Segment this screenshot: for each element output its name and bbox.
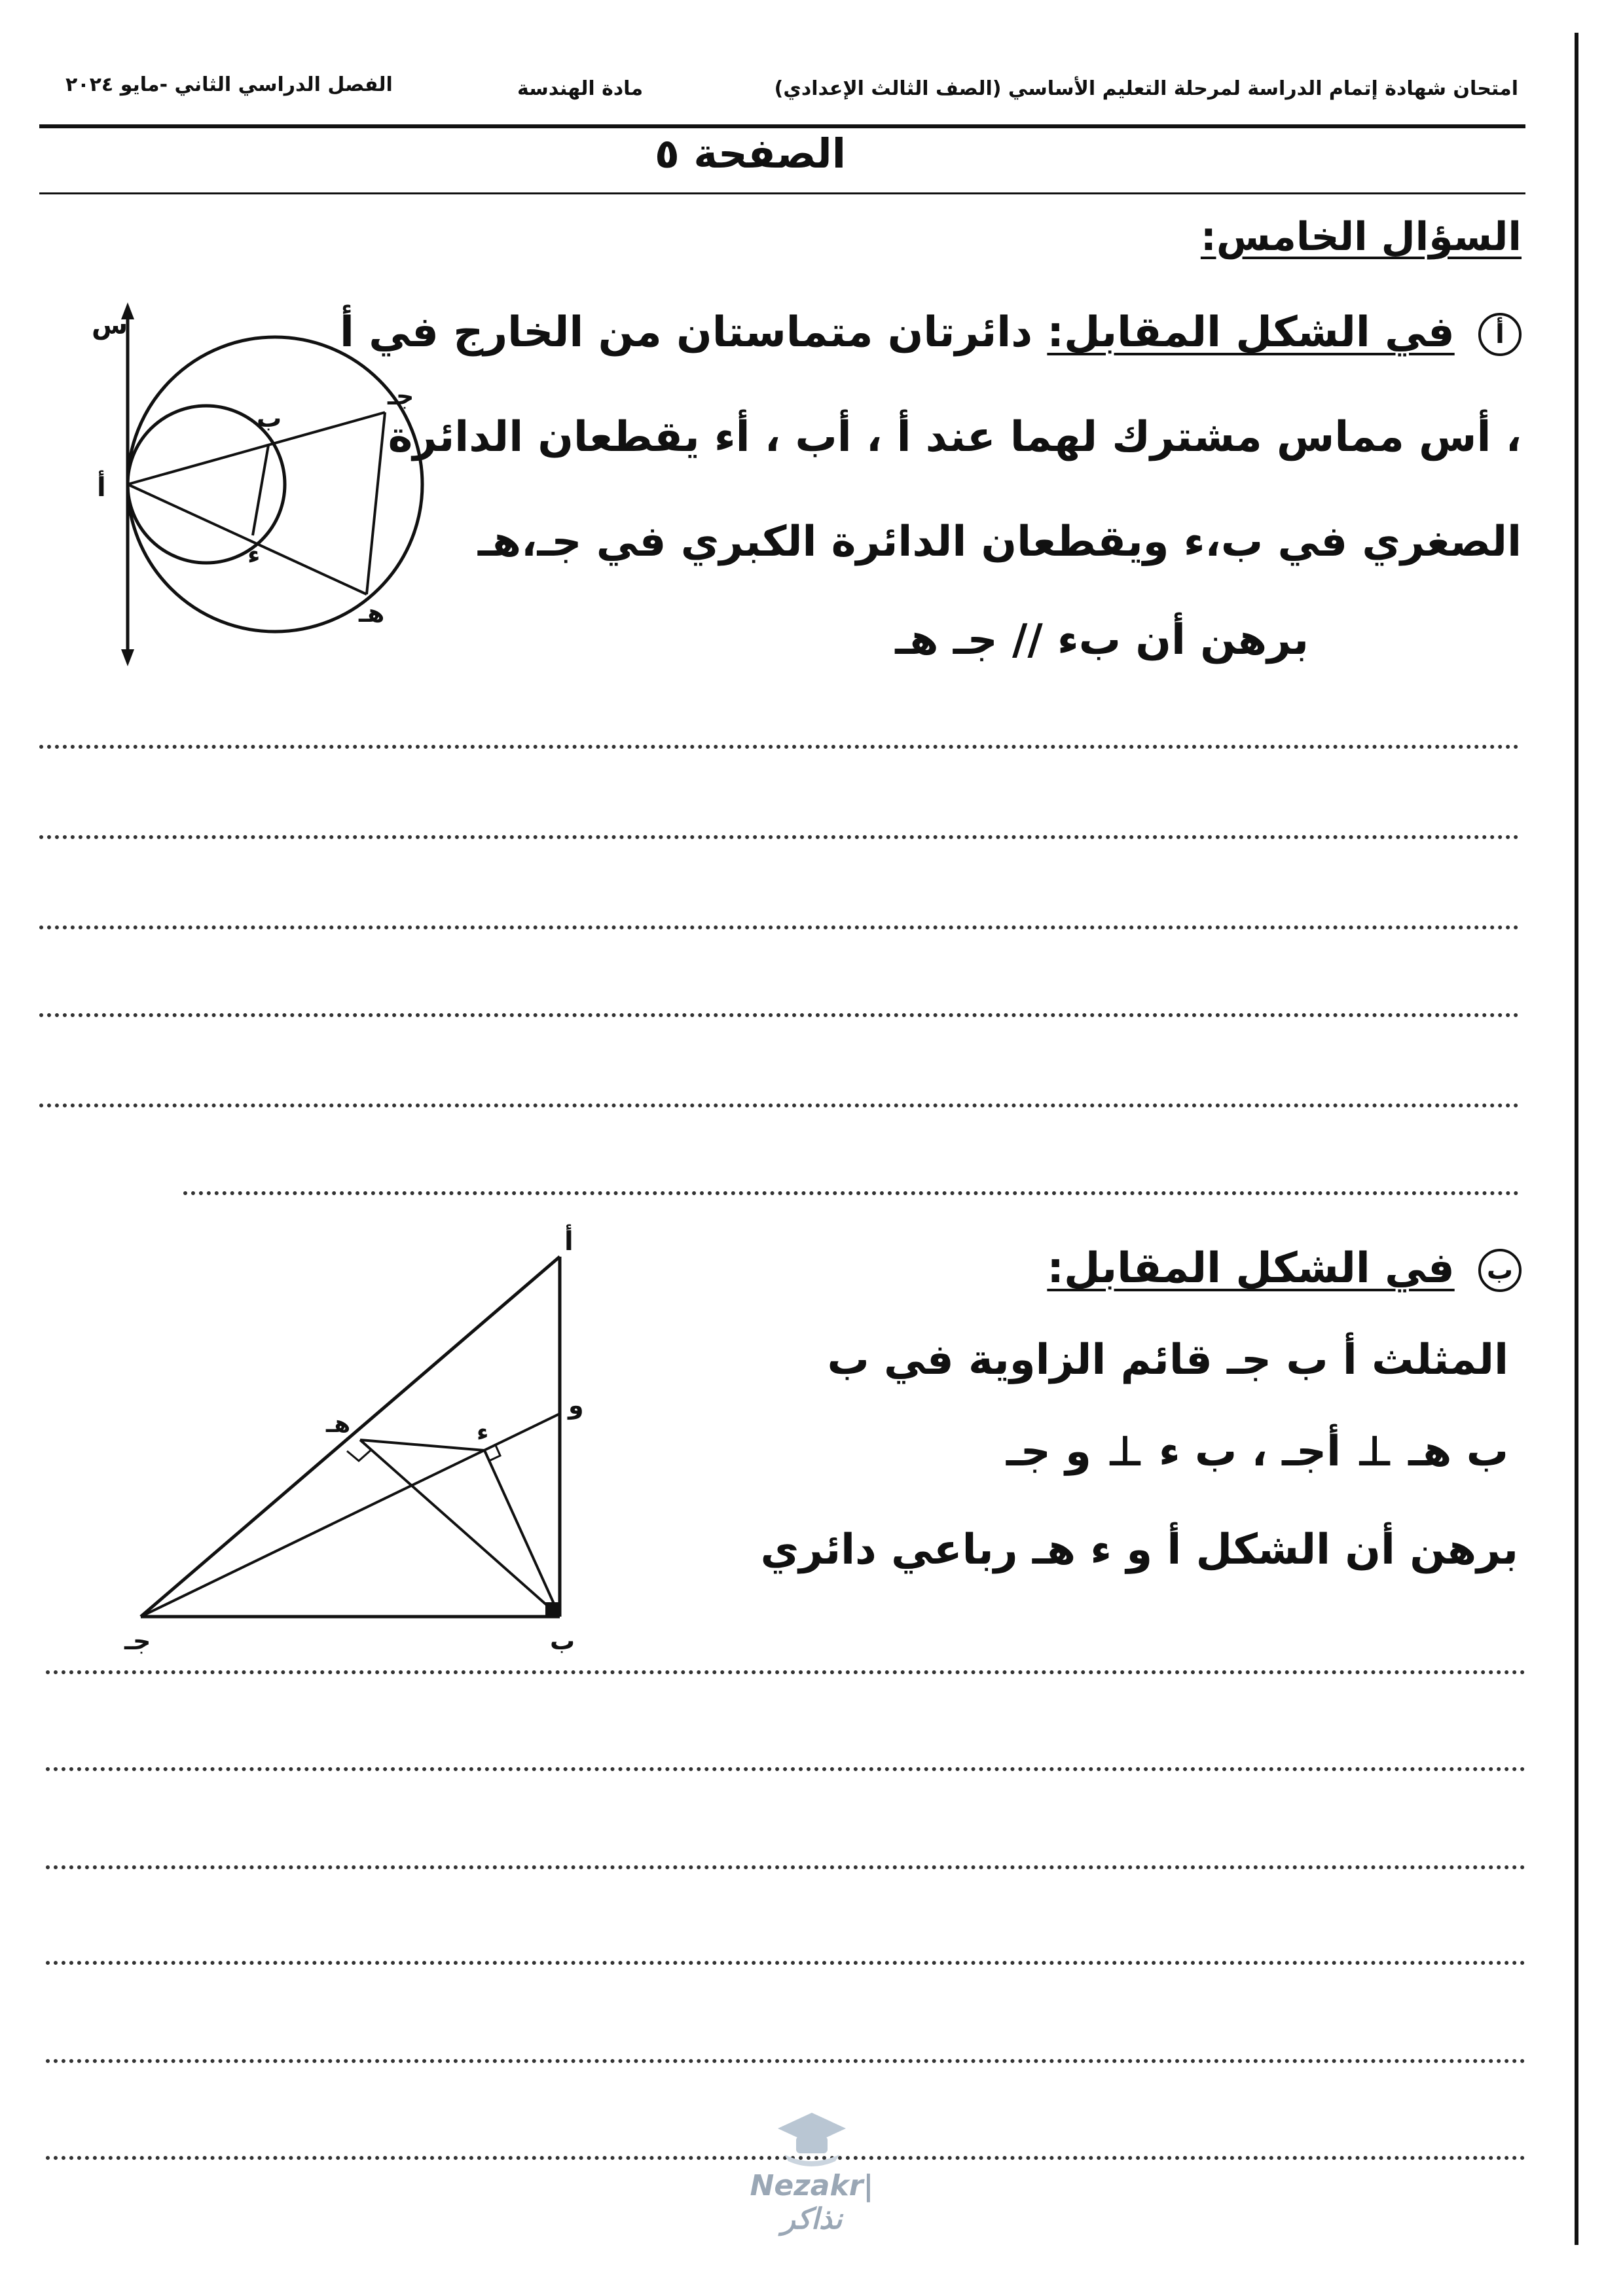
exam-title: امتحان شهادة إتمام الدراسة لمرحلة التعليم الأساسي (الصف الثالث الإعدادي) (774, 77, 1518, 100)
answer-line-b2[interactable] (46, 1767, 1525, 1771)
label-a: أ (97, 473, 106, 503)
answer-line-b5[interactable] (46, 2059, 1525, 2063)
answer-line-b4[interactable] (46, 1961, 1525, 1965)
label-b: ب (257, 404, 282, 433)
answer-line-b3[interactable] (46, 1865, 1525, 1869)
label-j: جـ (124, 1626, 151, 1655)
segment-b-d (484, 1450, 560, 1617)
answer-line-a2[interactable] (39, 835, 1519, 839)
label-d: ء (477, 1419, 489, 1446)
watermark-text: Nezakr|نذاكر (750, 2169, 874, 2236)
answer-line-a3[interactable] (39, 925, 1519, 929)
part-a-text1: دائرتان متماستان من الخارج في أ (340, 308, 1033, 357)
figure-tangent-circles (85, 288, 426, 681)
part-a-line1 (340, 308, 1522, 358)
label-h: هـ (326, 1411, 351, 1438)
part-b-line3: برهن أن الشكل أ و ء هـ رباعي دائري (760, 1526, 1518, 1574)
part-a-line4: برهن أن بء // جـ هـ (895, 616, 1309, 664)
part-b-badge: ب (1478, 1249, 1522, 1292)
header-rule-bottom (39, 192, 1525, 194)
part-a-lead: في الشكل المقابل: (1047, 308, 1455, 357)
answer-line-a1[interactable] (39, 745, 1519, 749)
answer-line-a6[interactable] (183, 1191, 1519, 1195)
label-s: س (92, 310, 128, 340)
right-angle-b (545, 1602, 560, 1617)
segment-j-h (367, 412, 385, 594)
figure-right-triangle (98, 1224, 635, 1656)
subject-label: مادة الهندسة (517, 77, 644, 100)
watermark-logo (733, 2108, 890, 2236)
tangent-arrow-bottom (121, 649, 134, 666)
question-title: السؤال الخامس: (1200, 214, 1522, 260)
answer-line-b1[interactable] (46, 1670, 1525, 1674)
part-a-line2: ، أس مماس مشترك لهما عند أ ، أب ، أء يقطعان الدائرة (388, 413, 1522, 461)
chord-a-h (128, 484, 367, 594)
part-a-line3: الصغري في ب،ء ويقطعان الدائرة الكبري في جـ،هـ (477, 518, 1522, 566)
part-b-header (1047, 1244, 1522, 1294)
part-b-lead: في الشكل المقابل: (1047, 1244, 1455, 1293)
label-w: و (568, 1391, 584, 1420)
page-title: الصفحة ٥ (655, 130, 846, 177)
label-a: أ (564, 1227, 574, 1257)
right-angle-h (347, 1450, 371, 1461)
label-j: جـ (388, 382, 414, 410)
term-label: الفصل الدراسي الثاني -مايو ٢٠٢٤ (65, 73, 393, 96)
segment-b-h (360, 1440, 560, 1617)
part-b-line1: المثلث أ ب جـ قائم الزاوية في ب (827, 1336, 1508, 1384)
label-b: ب (550, 1626, 575, 1655)
segment-j-w (141, 1414, 560, 1617)
part-b-line2: ب هـ ⊥ أجـ ، ب ء ⊥ و جـ (1006, 1427, 1508, 1476)
page-right-border (1575, 33, 1578, 2245)
part-a-badge: أ (1478, 313, 1522, 356)
answer-line-a4[interactable] (39, 1013, 1519, 1017)
label-h: هـ (359, 599, 385, 628)
label-d: ء (247, 540, 261, 569)
answer-line-a5[interactable] (39, 1103, 1519, 1107)
header-rule-top (39, 124, 1525, 128)
graduation-cap-icon (773, 2108, 851, 2166)
segment-b-d (253, 445, 268, 535)
segment-h-d (360, 1440, 484, 1450)
